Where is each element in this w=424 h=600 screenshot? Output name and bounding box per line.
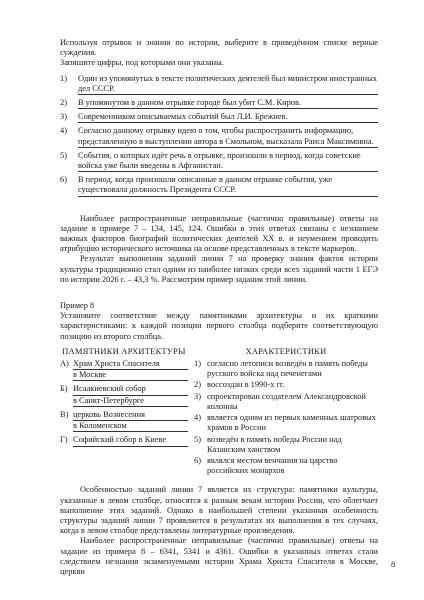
option-number: 4) (60, 126, 67, 136)
monument-name: церковь Вознесения (73, 410, 188, 421)
characteristic-number: 1) (194, 359, 201, 369)
option-text: События, о которых идёт речь в отрывке, произошли в период, когда советские войска уже были введены в Афганистан. (78, 151, 378, 172)
monument-name: Исаакиевский собор (73, 384, 188, 395)
analysis-paragraph-4: Наиболее распространенные неправильные (частично правильные) ответы на задание из примера 8 – 6341, 5341 и 4361. Ошибки в указанных ответах стали следствием незнания экзаменуемыми истории Храма Христа Спасителя в Москве, церкви (60, 536, 378, 576)
characteristic-text: согласно летописи возведён в память победы русского войска над печенегами (207, 359, 368, 379)
analysis-paragraph-3: Особенностью заданий линии 7 является их структура: памятники культуры, указанные в левом столбце, относятся к разным векам истории России, что облегчает выполнение этих заданий. Однако в наибольшей степени указанная особенность структуры заданий линии 7 проявляется в результатах их выполнения в тех случаях, когда в левом столбце представлены литературные произведения. (60, 485, 378, 536)
page-number: 8 (391, 560, 396, 569)
task-note: Запишите цифры, под которыми они указаны. (60, 58, 224, 68)
list-item (60, 384, 188, 406)
list-item (60, 74, 378, 95)
answer-options-list (60, 74, 378, 197)
analysis-paragraph-1: Наиболее распространенные неправильные (частично правильные) ответы на задание в примере 7 – 134, 145, 124. Ошибки в этих ответах связаны с незнанием важных факторов биографий политических деятелей XX в. и неумением проводить атрибуцию исторического источника на основе представленных в тексте маркеров. (60, 213, 378, 254)
monument-letter: В) (60, 409, 69, 419)
option-text: Современником описываемых событий был Л.И. Брежнев. (78, 112, 378, 123)
monument-letter: А) (60, 359, 69, 369)
monuments-column-header: ПАМЯТНИКИ АРХИТЕКТУРЫ (62, 346, 186, 356)
list-item (60, 359, 188, 381)
list-item (60, 151, 378, 172)
characteristics-column (188, 347, 378, 477)
option-text: В упомянутом в данном отрывке городе был убит С.М. Киров. (78, 98, 378, 109)
characteristic-number: 5) (194, 434, 201, 444)
list-item (194, 456, 378, 476)
intro-block (60, 38, 378, 69)
characteristic-number: 6) (194, 455, 201, 465)
example-task-text: Установите соответствие между памятниками архитектуры и их краткими характеристиками: к каждой позиции первого столбца подберите соответствующую позицию из второго столбца. (60, 311, 378, 341)
document-page (60, 38, 378, 577)
characteristics-column-header: ХАРАКТЕРИСТИКИ (245, 346, 327, 356)
list-item (194, 413, 378, 433)
matching-columns (60, 347, 378, 477)
monuments-column (60, 347, 188, 477)
option-text: Один из упомянутых в тексте политических деятелей был министром иностранных дел СССР. (78, 74, 378, 95)
list-item (194, 435, 378, 455)
option-number: 1) (60, 73, 67, 83)
monument-letter: Г) (60, 435, 68, 445)
option-number: 2) (60, 98, 67, 108)
list-item (60, 126, 378, 147)
list-item (60, 98, 378, 109)
option-text: В период, когда произошли описанные в данном отрывке события, уже существовала должность Президента СССР. (78, 175, 378, 196)
analysis-paragraph-2: Результат выполнения заданий линии 7 на проверку знания фактов истории культуры традиционно стал одним из наиболее низких среди всех заданий части 1 ЕГЭ по истории 2026 г. – 43,3 %. Рассмотрим пример задания этой линии. (60, 254, 378, 284)
characteristic-text: спроектирован создателем Александровской колонны (207, 391, 366, 411)
monument-name: Храм Христа Спасителя (73, 359, 188, 370)
characteristic-number: 3) (194, 391, 201, 401)
example-heading: Пример 8 (60, 301, 95, 311)
option-number: 5) (60, 150, 67, 160)
monument-location: в Санкт-Петербурге (73, 396, 188, 407)
list-item (60, 112, 378, 123)
list-item (194, 359, 378, 379)
characteristic-text: возведён в память победы России над Казанским ханством (207, 434, 342, 454)
monument-letter: Б) (60, 384, 68, 394)
monument-location: в Москве (73, 370, 188, 381)
characteristic-text: являлся местом венчания на царство российских монархов (207, 455, 338, 476)
characteristic-number: 4) (194, 413, 201, 423)
monument-location: в Коломенском (73, 421, 188, 432)
list-item (60, 410, 188, 432)
task-instruction: Используя отрывок и знания по истории, выберите в приведённом списке верные суждения. (60, 38, 378, 58)
list-item (194, 392, 378, 412)
option-text: Согласно данному отрывку идею о том, чтобы распространить информацию, представленную в выступлении автора в Смольном, высказала Раиса Максимовна. (78, 126, 378, 147)
characteristic-number: 2) (194, 380, 201, 390)
monument-name: Софийский собор в Киеве (73, 435, 188, 446)
option-number: 3) (60, 112, 67, 122)
option-number: 6) (60, 175, 67, 185)
characteristic-text: воссоздан в 1990-х гг. (207, 380, 285, 390)
list-item (60, 175, 378, 196)
characteristic-text: является одним из первых каменных шатровых храмов в России (207, 413, 376, 433)
list-item (60, 435, 188, 446)
list-item (194, 380, 378, 390)
